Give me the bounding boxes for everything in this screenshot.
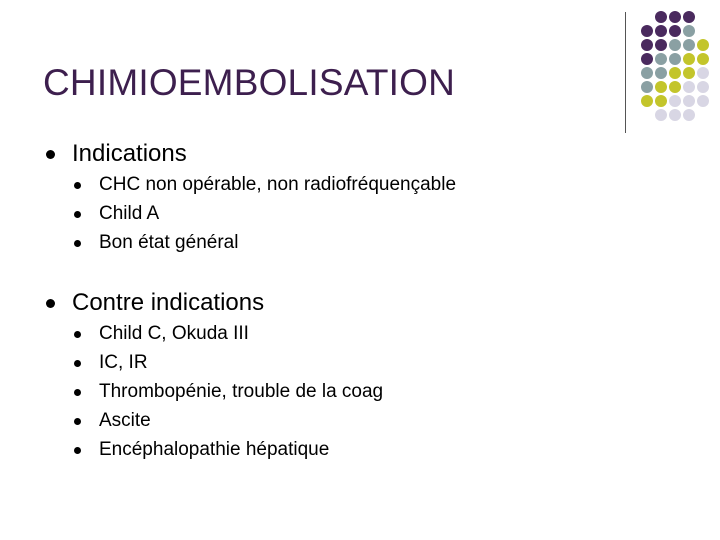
bullet-icon — [46, 299, 55, 308]
decor-dot — [669, 67, 681, 79]
list-item-text: IC, IR — [99, 352, 148, 373]
section-heading-contre-indications — [46, 289, 264, 317]
decor-dot — [669, 109, 681, 121]
bullet-icon — [74, 240, 81, 247]
list-item-text: Child A — [99, 203, 160, 224]
decor-dot — [697, 81, 709, 93]
bullet-icon — [74, 211, 81, 218]
bullet-icon — [74, 447, 81, 454]
decor-dot — [683, 53, 695, 65]
decor-dot — [697, 39, 709, 51]
list-item-text: Encéphalopathie hépatique — [99, 439, 330, 460]
section-heading-indications — [46, 140, 187, 168]
decor-dot — [683, 95, 695, 107]
section-heading-text: Indications — [72, 140, 187, 167]
decor-dot — [683, 25, 695, 37]
list-item — [74, 352, 148, 374]
decor-dot — [641, 81, 653, 93]
decor-dot — [697, 95, 709, 107]
decor-dot — [655, 11, 667, 23]
list-item — [74, 232, 238, 254]
list-item-text: CHC non opérable, non radiofréquençable — [99, 174, 457, 195]
list-item-text: Child C, Okuda III — [99, 323, 249, 344]
decor-dot — [683, 67, 695, 79]
decor-dot — [697, 67, 709, 79]
decor-dot — [683, 81, 695, 93]
decor-dot — [683, 11, 695, 23]
decor-dot — [683, 109, 695, 121]
decor-dot — [669, 95, 681, 107]
decor-dot — [655, 53, 667, 65]
decor-dot — [641, 53, 653, 65]
decor-divider-line — [625, 12, 626, 133]
bullet-icon — [74, 360, 81, 367]
decor-dot-grid — [641, 11, 720, 121]
decor-dot — [683, 39, 695, 51]
list-item — [74, 410, 151, 432]
decor-dot — [655, 25, 667, 37]
list-item — [74, 323, 249, 345]
decor-dot — [641, 95, 653, 107]
decor-dot — [655, 81, 667, 93]
decor-dot — [655, 109, 667, 121]
bullet-icon — [74, 331, 81, 338]
decor-dot — [669, 25, 681, 37]
decor-dot — [655, 39, 667, 51]
decor-dot — [655, 95, 667, 107]
list-item — [74, 203, 159, 225]
decor-dot — [641, 67, 653, 79]
list-item — [74, 381, 383, 403]
decor-dot — [641, 25, 653, 37]
bullet-icon — [74, 418, 81, 425]
decor-dot — [669, 11, 681, 23]
decor-dot — [669, 81, 681, 93]
decor-dot — [669, 39, 681, 51]
bullet-icon — [74, 389, 81, 396]
list-item — [74, 174, 456, 196]
list-item-text: Bon état général — [99, 232, 239, 253]
decor-dot — [655, 67, 667, 79]
decor-dot — [641, 39, 653, 51]
slide-title: CHIMIOEMBOLISATION — [43, 62, 456, 103]
section-heading-text: Contre indications — [72, 289, 265, 316]
list-item-text: Thrombopénie, trouble de la coag — [99, 381, 384, 402]
bullet-icon — [74, 182, 81, 189]
decor-dot — [697, 53, 709, 65]
list-item — [74, 439, 329, 461]
decor-dot — [669, 53, 681, 65]
bullet-icon — [46, 150, 55, 159]
list-item-text: Ascite — [99, 410, 151, 431]
